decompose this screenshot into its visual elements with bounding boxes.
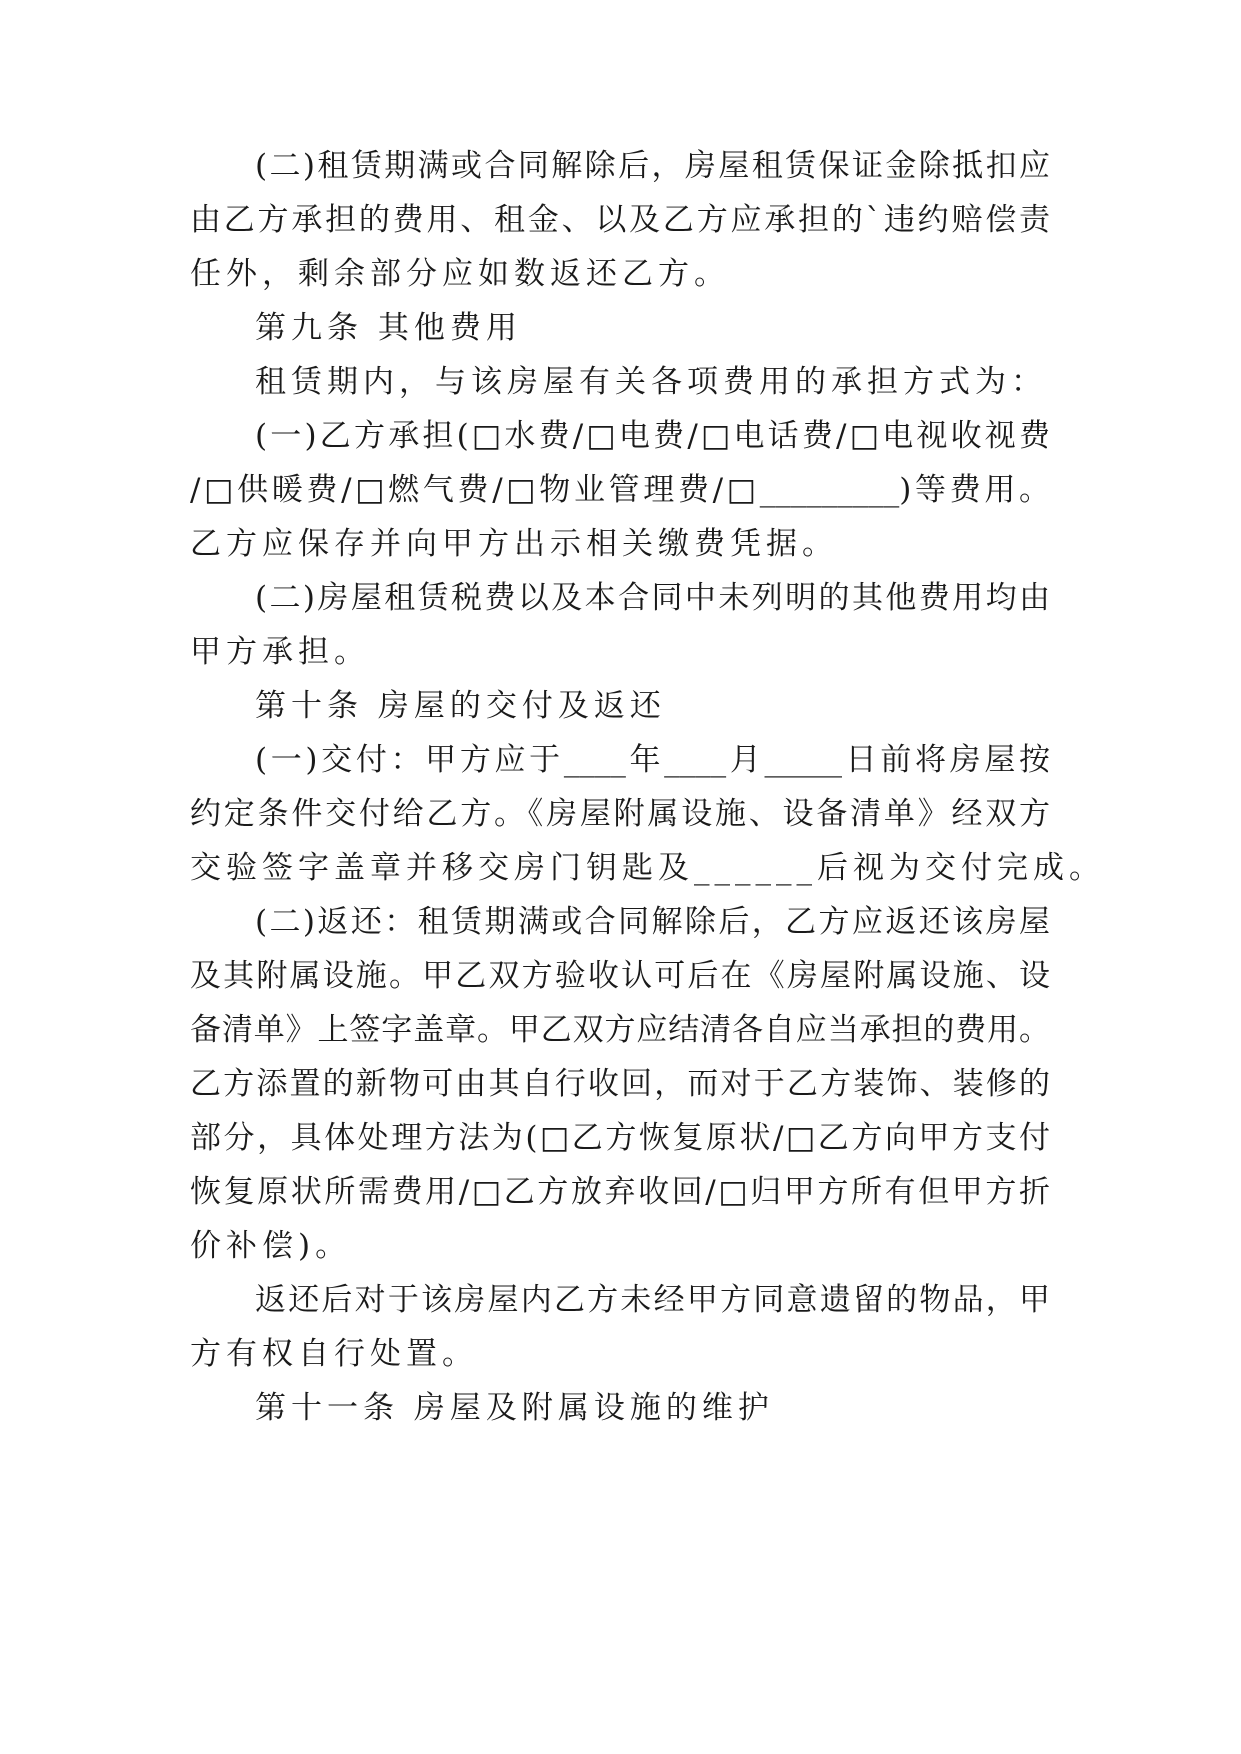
para-delivery-line-3: 交验签字盖章并移交房门钥匙及______后视为交付完成。	[190, 850, 1105, 886]
para-landlord-fees-line-2: 甲方承担。	[190, 634, 370, 670]
para-deposit-return-line-1: (二)租赁期满或合同解除后，房屋租赁保证金除抵扣应	[255, 148, 1050, 184]
para-fees-intro: 租赁期内，与该房屋有关各项费用的承担方式为：	[255, 364, 1047, 400]
para-return-line-3: 备清单》上签字盖章。甲乙双方应结清各自应当承担的费用。	[190, 1012, 1050, 1048]
para-delivery-line-1: (一)交付：甲方应于____年____月_____日前将房屋按	[255, 742, 1050, 778]
article-9-heading: 第九条 其他费用	[255, 310, 522, 346]
para-return-line-1: (二)返还：租赁期满或合同解除后，乙方应返还该房屋	[255, 904, 1050, 940]
para-deposit-return-line-2: 由乙方承担的费用、租金、以及乙方应承担的`违约赔偿责	[190, 202, 1050, 238]
article-11-heading: 第十一条 房屋及附属设施的维护	[255, 1390, 774, 1426]
para-left-items-line-1: 返还后对于该房屋内乙方未经甲方同意遗留的物品，甲	[255, 1282, 1050, 1318]
para-return-line-7: 价补偿)。	[190, 1228, 352, 1264]
article-10-heading: 第十条 房屋的交付及返还	[255, 688, 666, 724]
para-return-line-4: 乙方添置的新物可由其自行收回，而对于乙方装饰、装修的	[190, 1066, 1050, 1102]
para-tenant-fees-line-2: /□供暖费/□燃气费/□物业管理费/□_________)等费用。	[190, 472, 1050, 508]
para-left-items-line-2: 方有权自行处置。	[190, 1336, 478, 1372]
para-delivery-line-2: 约定条件交付给乙方。《房屋附属设施、设备清单》经双方	[190, 796, 1050, 832]
para-landlord-fees-line-1: (二)房屋租赁税费以及本合同中未列明的其他费用均由	[255, 580, 1050, 616]
para-deposit-return-line-3: 任外，剩余部分应如数返还乙方。	[190, 256, 730, 292]
para-tenant-fees-line-1: (一)乙方承担(□水费/□电费/□电话费/□电视收视费	[255, 418, 1050, 454]
para-return-line-2: 及其附属设施。甲乙双方验收认可后在《房屋附属设施、设	[190, 958, 1050, 994]
para-return-line-6: 恢复原状所需费用/□乙方放弃收回/□归甲方所有但甲方折	[190, 1174, 1050, 1210]
para-return-line-5: 部分，具体处理方法为(□乙方恢复原状/□乙方向甲方支付	[190, 1120, 1050, 1156]
para-tenant-fees-line-3: 乙方应保存并向甲方出示相关缴费凭据。	[190, 526, 838, 562]
